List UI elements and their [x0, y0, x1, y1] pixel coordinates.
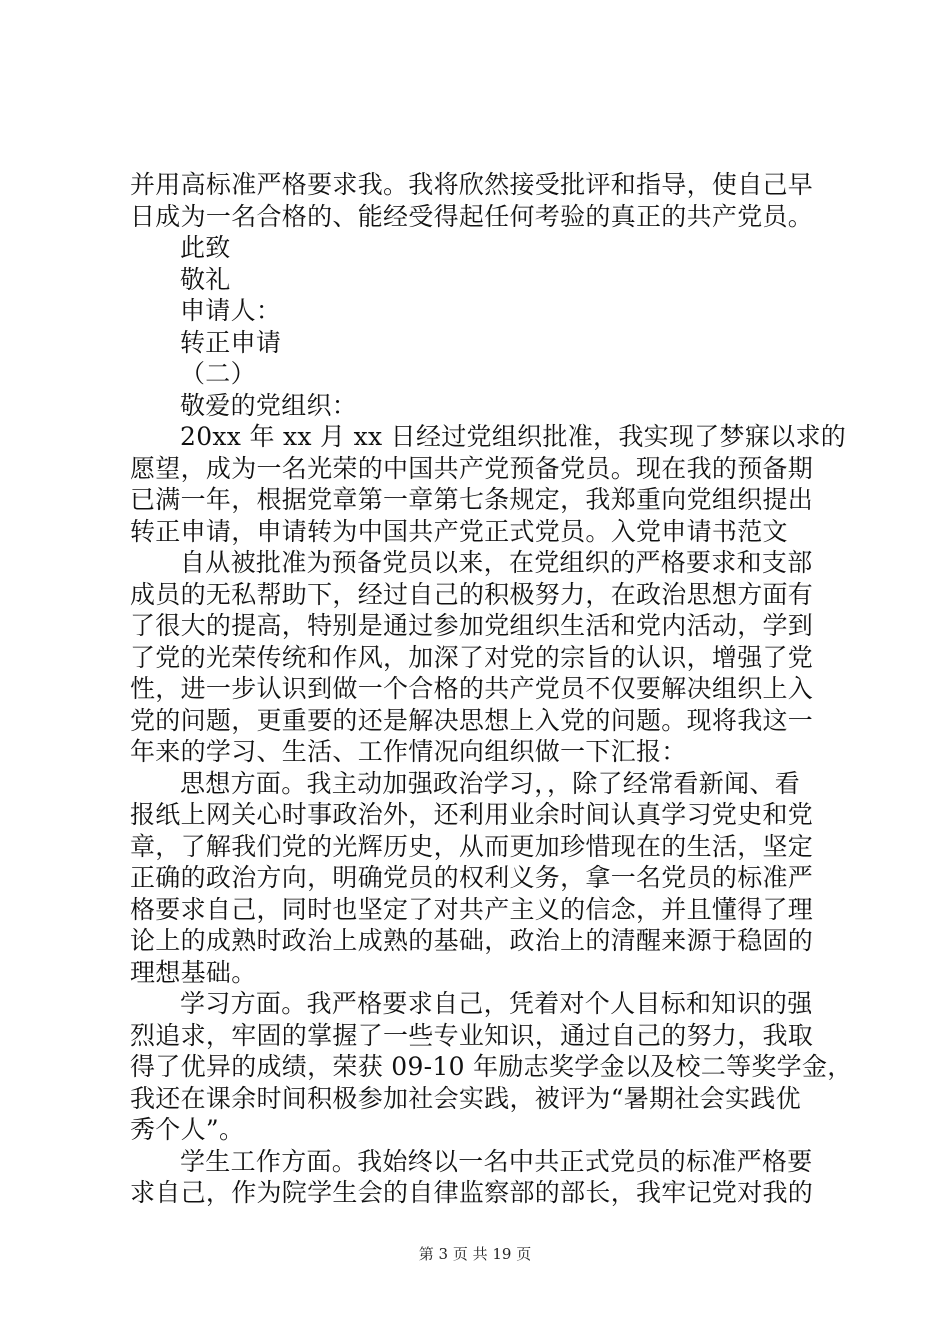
text-line: 愿望，成为一名光荣的中国共产党预备党员。现在我的预备期: [130, 453, 814, 483]
text-line: 论上的成熟时政治上成熟的基础，政治上的清醒来源于稳固的: [130, 926, 814, 955]
text-line: 得了优异的成绩，荣获 09-10 年励志奖学金以及校二等奖学金，: [130, 1052, 853, 1081]
text-line: 理想基础。: [130, 957, 257, 987]
text-line: 并用高标准严格要求我。我将欣然接受批评和指导，使自己早: [130, 170, 814, 199]
text-line: 性，进一步认识到做一个合格的共产党员不仅要解决组织上入: [130, 674, 814, 703]
text-line: 成员的无私帮助下，经过自己的积极努力，在政治思想方面有: [130, 579, 814, 609]
text-line: 年来的学习、生活、工作情况向组织做一下汇报：: [130, 737, 687, 766]
text-line: 转正申请: [180, 327, 282, 357]
text-line: 章，了解我们党的光辉历史，从而更加珍惜现在的生活，坚定: [130, 831, 814, 861]
text-line: 格要求自己，同时也坚定了对共产主义的信念，并且懂得了理: [130, 894, 814, 924]
text-line: 报纸上网关心时事政治外，还利用业余时间认真学习党史和党: [130, 800, 814, 829]
text-line: 求自己，作为院学生会的自律监察部的部长，我牢记党对我的: [130, 1178, 814, 1207]
document-body: [130, 169, 853, 1209]
text-line: 此致: [180, 233, 231, 262]
text-line: 正确的政治方向，明确党员的权利义务，拿一名党员的标准严: [130, 863, 814, 892]
text-line: 烈追求，牢固的掌握了一些专业知识，通过自己的努力，我取: [130, 1020, 814, 1050]
text-line: 已满一年，根据党章第一章第七条规定，我郑重向党组织提出: [130, 485, 814, 514]
text-line: 20xx 年 xx 月 xx 日经过党组织批准，我实现了梦寐以求的: [180, 422, 847, 451]
text-line: 了很大的提高，特别是通过参加党组织生活和党内活动，学到: [130, 611, 814, 640]
text-line: 学生工作方面。我始终以一名中共正式党员的标准严格要: [180, 1146, 813, 1176]
text-line: 敬爱的党组织：: [180, 390, 358, 420]
text-line: 我还在课余时间积极参加社会实践，被评为“暑期社会实践优: [130, 1083, 801, 1113]
text-line: 学习方面。我严格要求自己，凭着对个人目标和知识的强: [180, 989, 813, 1018]
text-line: 了党的光荣传统和作风，加深了对党的宗旨的认识，增强了党: [130, 642, 814, 672]
text-line: 敬礼: [180, 264, 231, 294]
page-footer: 第 3 页 共 19 页: [418, 1245, 532, 1263]
text-line: 转正申请，申请转为中国共产党正式党员。入党申请书范文: [130, 516, 788, 546]
text-line: 日成为一名合格的、能经受得起任何考验的真正的共产党员。: [130, 201, 814, 231]
text-line: 党的问题，更重要的还是解决思想上入党的问题。现将我这一: [130, 705, 814, 735]
text-line: （二）: [180, 359, 256, 388]
text-line: 自从被批准为预备党员以来，在党组织的严格要求和支部: [180, 548, 813, 577]
text-line: 思想方面。我主动加强政治学习，，除了经常看新闻、看: [180, 768, 801, 798]
text-line: 秀个人”。: [130, 1115, 245, 1144]
text-line: 申请人：: [180, 296, 282, 325]
